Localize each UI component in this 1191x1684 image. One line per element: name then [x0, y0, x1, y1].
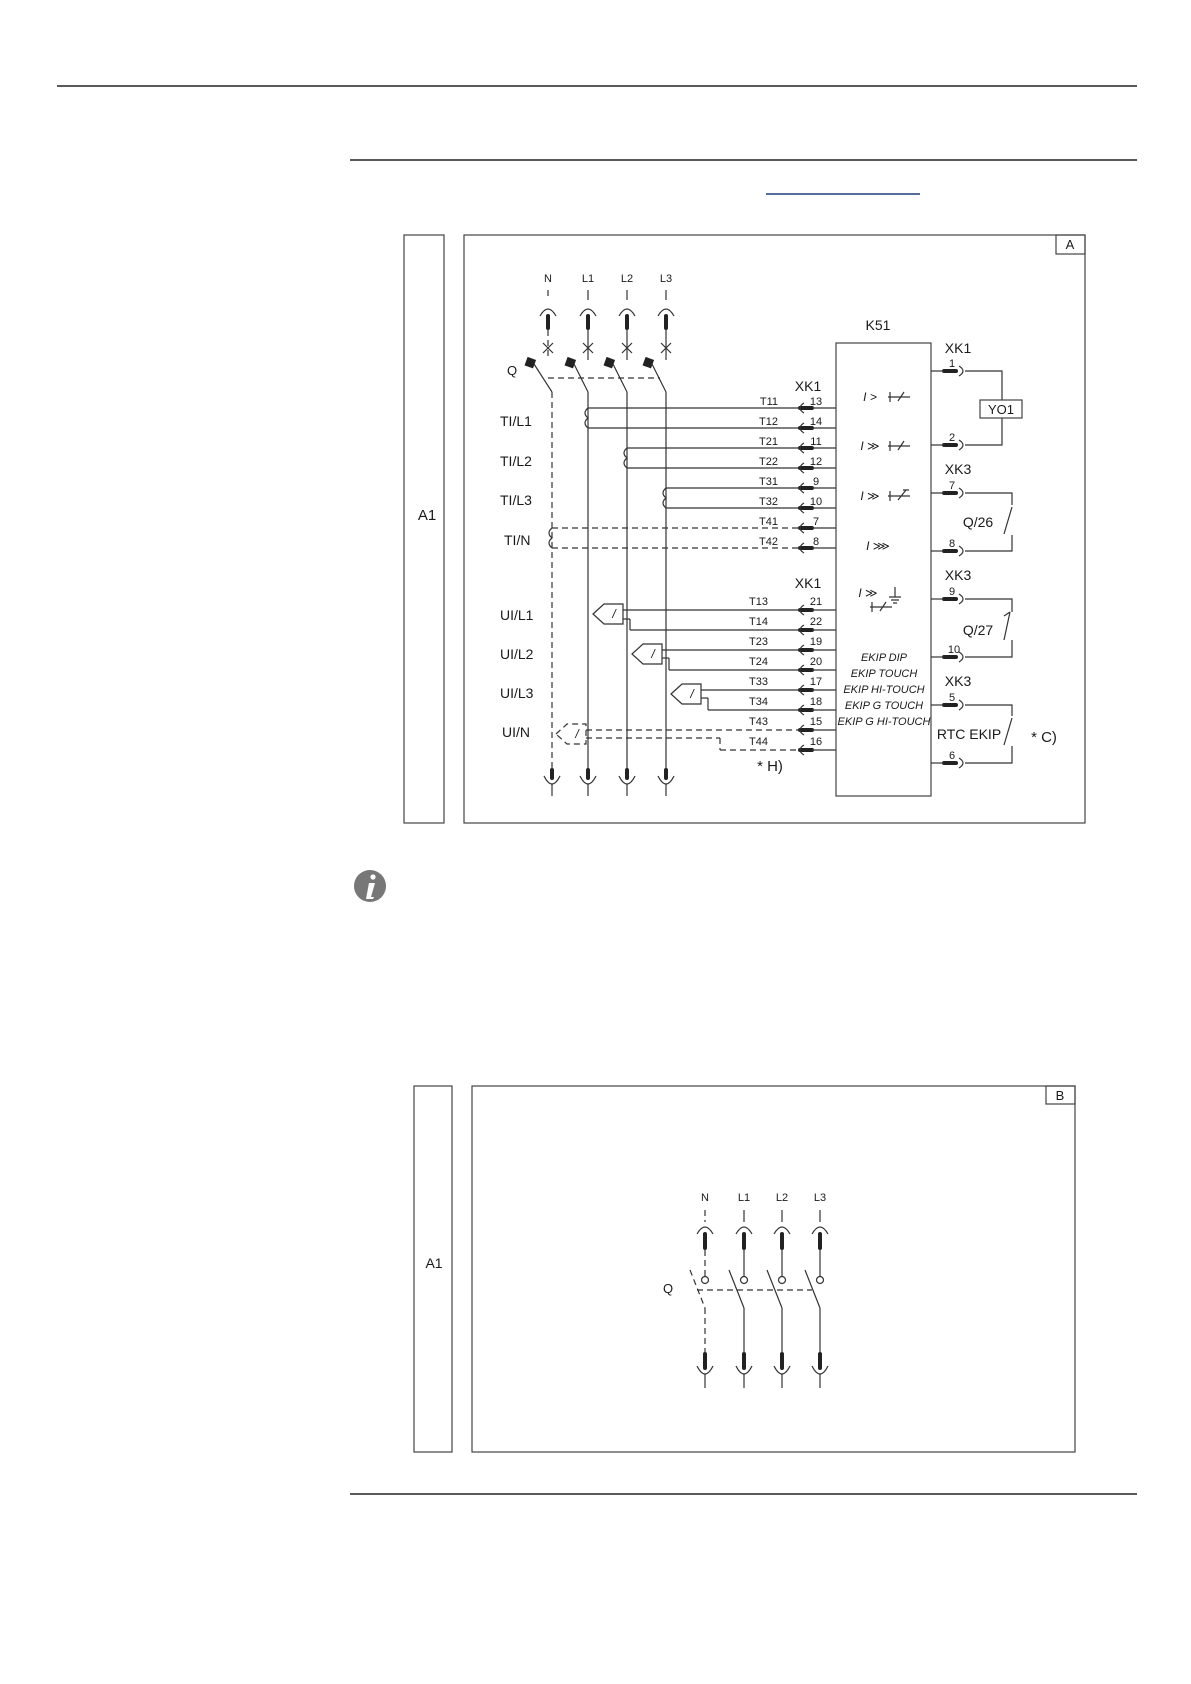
connector-xk3-right-label-1: XK3	[944, 461, 972, 477]
phase-label-n: N	[544, 273, 552, 285]
connector-xk1-right-label: XK1	[944, 340, 972, 356]
wire-label-t11: T11	[759, 396, 778, 408]
wire-label-t32: T32	[759, 496, 778, 508]
ti-label-n: TI/N	[504, 532, 531, 548]
ui-label-l1: UI/L1	[500, 607, 534, 623]
isolation-marks-a	[543, 343, 671, 353]
pin-label-11: 11	[810, 436, 822, 448]
voltage-sensor-l1: /	[612, 607, 616, 621]
function-high-instantaneous: I ⋙	[866, 539, 890, 553]
right-pin-6: 6	[948, 750, 956, 762]
pin-label-16: 16	[809, 736, 823, 748]
breaker-label-a: Q	[506, 363, 518, 378]
wire-label-t31: T31	[759, 476, 778, 488]
wire-label-t14: T14	[749, 616, 768, 628]
model-ekip-hi-touch: EKIP HI-TOUCH	[843, 684, 925, 696]
ti-label-l2: TI/L2	[500, 453, 532, 469]
phase-label-l2: L2	[620, 273, 634, 285]
model-ekip-g-touch: EKIP G TOUCH	[844, 700, 924, 712]
ti-label-l3: TI/L3	[500, 492, 532, 508]
connector-xk3-right-label-3: XK3	[944, 673, 972, 689]
voltage-sensor-n: /	[575, 727, 579, 741]
right-pin-10: 10	[947, 644, 961, 656]
k51-unit-box	[836, 343, 931, 796]
contact-label-q26: Q/26	[962, 514, 994, 530]
pin-label-18: 18	[809, 696, 823, 708]
wire-label-t44: T44	[749, 736, 768, 748]
right-pin-9: 9	[948, 586, 956, 598]
function-overload: I >	[863, 390, 877, 404]
function-earth-fault: I ≫	[858, 586, 878, 600]
pin-label-15: 15	[809, 716, 823, 728]
wire-label-t42: T42	[759, 536, 778, 548]
pin-label-13: 13	[809, 396, 823, 408]
right-pin-5: 5	[948, 692, 956, 704]
pin-label-19: 19	[809, 636, 823, 648]
function-short-delay: I ≫	[860, 439, 880, 453]
phase-label-l1-b: L1	[737, 1192, 751, 1204]
unit-label-k51: K51	[865, 317, 891, 333]
contact-label-rtc: RTC EKIP	[936, 726, 1002, 742]
wire-label-t23: T23	[749, 636, 768, 648]
ui-label-l2: UI/L2	[500, 646, 534, 662]
wire-label-t43: T43	[749, 716, 768, 728]
wire-label-t13: T13	[749, 596, 768, 608]
diagram-b	[414, 1086, 1075, 1452]
breaker-label-b: Q	[662, 1281, 674, 1296]
breaker-b-drawing	[690, 1210, 828, 1388]
corner-label-a: A	[1065, 237, 1075, 252]
pin-label-12: 12	[809, 456, 823, 468]
ti-label-l1: TI/L1	[500, 413, 532, 429]
phase-label-l2-b: L2	[775, 1192, 789, 1204]
pin-label-20: 20	[809, 656, 823, 668]
wire-label-t33: T33	[749, 676, 768, 688]
coil-label-yo1: YO1	[987, 402, 1015, 417]
info-icon	[354, 870, 386, 902]
pin-label-21: 21	[809, 596, 823, 608]
wire-label-t22: T22	[759, 456, 778, 468]
ui-label-l3: UI/L3	[500, 685, 534, 701]
phase-label-n-b: N	[701, 1192, 709, 1204]
top-plugs-a	[540, 290, 674, 360]
voltage-sensor-l3: /	[690, 687, 694, 701]
pin-label-8: 8	[812, 536, 820, 548]
side-label-b: A1	[425, 1255, 443, 1271]
side-label-a: A1	[417, 507, 437, 524]
model-ekip-g-hi-touch: EKIP G HI-TOUCH	[837, 716, 931, 728]
connector-xk1-top-label: XK1	[794, 378, 822, 394]
phase-label-l3-b: L3	[813, 1192, 827, 1204]
pin-label-7: 7	[812, 516, 820, 528]
note-c: * C)	[1031, 729, 1057, 746]
right-pin-2: 2	[948, 432, 956, 444]
wire-label-t24: T24	[749, 656, 768, 668]
diagram-b-frame	[472, 1086, 1075, 1452]
pin-label-9: 9	[812, 476, 820, 488]
connector-xk3-right-label-2: XK3	[944, 567, 972, 583]
note-h: * H)	[757, 758, 783, 775]
right-pin-8: 8	[948, 538, 956, 550]
breaker-q-a	[525, 357, 666, 392]
wire-label-t34: T34	[749, 696, 768, 708]
conductors-a	[552, 392, 666, 770]
wire-label-t21: T21	[759, 436, 778, 448]
ui-label-n: UI/N	[502, 724, 530, 740]
contact-label-q27: Q/27	[962, 622, 994, 638]
wire-label-t41: T41	[759, 516, 778, 528]
model-ekip-dip: EKIP DIP	[860, 652, 908, 664]
connector-xk1-bottom-label: XK1	[794, 575, 822, 591]
phase-label-l1: L1	[581, 273, 595, 285]
bottom-plugs-a	[544, 770, 674, 796]
model-ekip-touch: EKIP TOUCH	[850, 668, 918, 680]
corner-label-b: B	[1055, 1088, 1065, 1103]
ti-terminal-block	[759, 396, 822, 548]
right-pin-1: 1	[948, 358, 956, 370]
pin-label-22: 22	[809, 616, 823, 628]
side-bar-a	[404, 235, 444, 823]
right-pin-7: 7	[948, 480, 956, 492]
function-instantaneous: I ≫	[860, 489, 880, 503]
pin-label-10: 10	[809, 496, 823, 508]
pin-label-14: 14	[809, 416, 823, 428]
phase-label-l3: L3	[659, 273, 673, 285]
voltage-sensor-l2: /	[651, 647, 655, 661]
pin-label-17: 17	[809, 676, 823, 688]
wire-label-t12: T12	[759, 416, 778, 428]
diagram-a	[404, 235, 1085, 823]
